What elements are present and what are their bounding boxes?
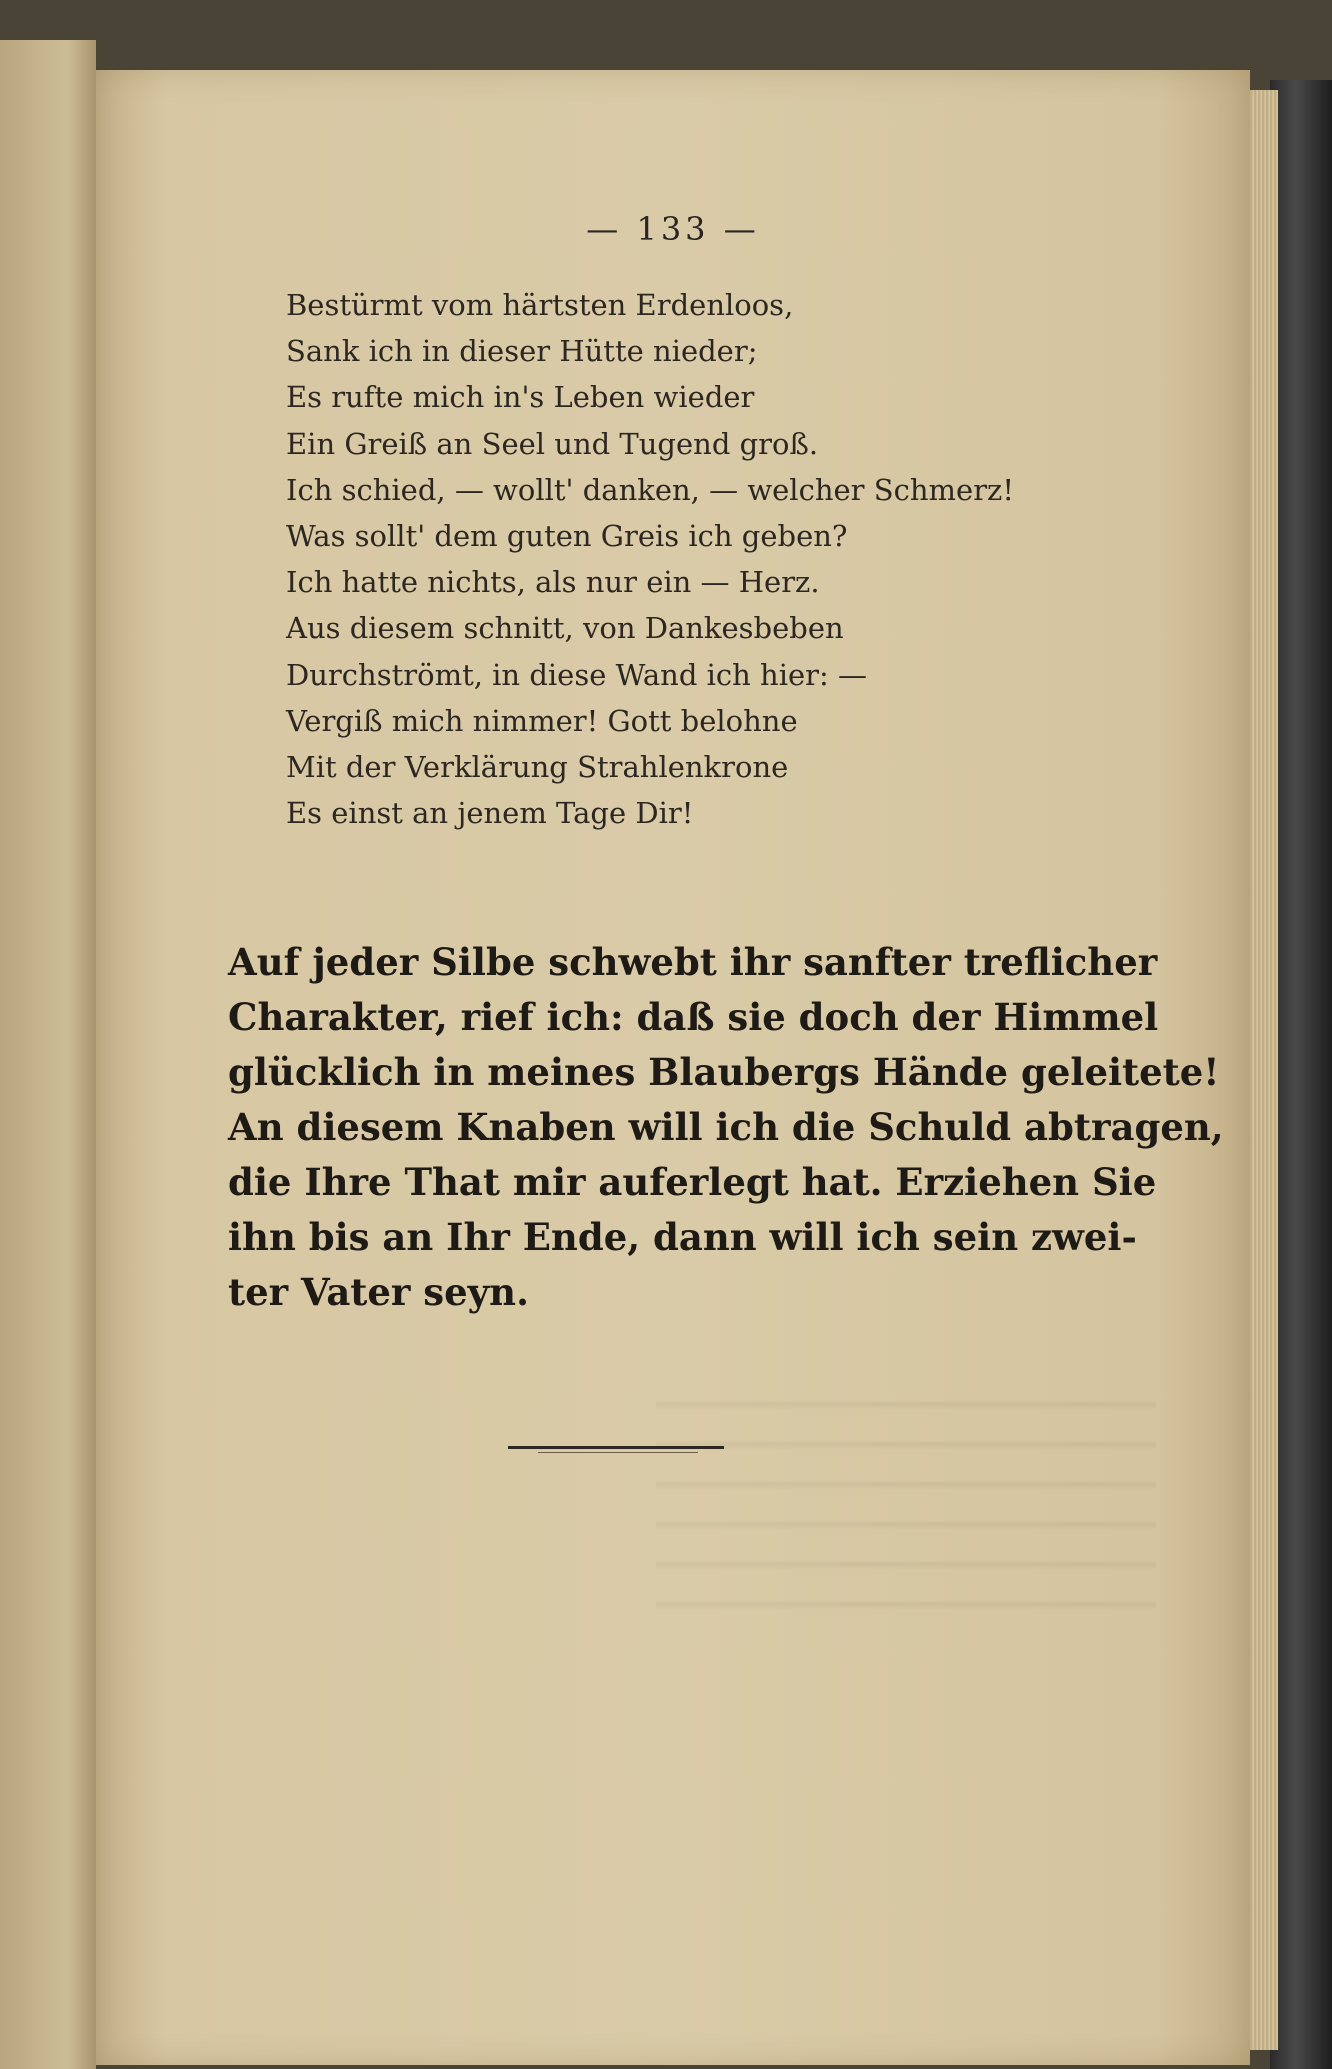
prose-line: An diesem Knaben will ich die Schuld abtragen, <box>228 1105 1224 1149</box>
poem-line: Mit der Verklärung Strahlenkrone <box>286 749 789 784</box>
previous-page-edge <box>0 40 96 2069</box>
section-divider <box>508 1446 724 1449</box>
prose-paragraph <box>228 935 1224 1320</box>
poem-line: Es rufte mich in's Leben wieder <box>286 380 755 415</box>
prose-line: die Ihre That mir auferlegt hat. Erziehen Sie <box>228 1160 1157 1204</box>
prose-line: ihn bis an Ihr Ende, dann will ich sein zwei- <box>228 1215 1137 1259</box>
prose-line: Charakter, rief ich: daß sie doch der Himmel <box>228 995 1159 1039</box>
page-number: — 133 — <box>586 210 760 248</box>
page-stack-edge <box>1248 90 1278 2050</box>
poem-line: Vergiß mich nimmer! Gott belohne <box>286 703 798 738</box>
poem-line: Es einst an jenem Tage Dir! <box>286 796 694 831</box>
book-cover-edge <box>1270 80 1332 2069</box>
poem-line: Sank ich in dieser Hütte nieder; <box>286 334 758 369</box>
poem-line: Bestürmt vom härtsten Erdenloos, <box>286 288 794 322</box>
prose-line: Auf jeder Silbe schwebt ihr sanfter treflicher <box>228 940 1158 984</box>
poem-line: Ich hatte nichts, als nur ein — Herz. <box>286 565 820 600</box>
poem-line: Durchströmt, in diese Wand ich hier: — <box>286 657 868 692</box>
prose-line: ter Vater seyn. <box>228 1270 529 1314</box>
poem-block <box>286 282 1146 836</box>
poem-line: Ich schied, — wollt' danken, — welcher Schmerz! <box>286 472 1014 507</box>
book-page <box>96 70 1250 2065</box>
poem-line: Aus diesem schnitt, von Dankesbeben <box>286 611 844 646</box>
poem-line: Was sollt' dem guten Greis ich geben? <box>286 518 848 553</box>
bleed-through-texture <box>656 1370 1156 1630</box>
poem-line: Ein Greiß an Seel und Tugend groß. <box>286 426 819 461</box>
prose-line: glücklich in meines Blaubergs Hände geleitete! <box>228 1050 1220 1094</box>
